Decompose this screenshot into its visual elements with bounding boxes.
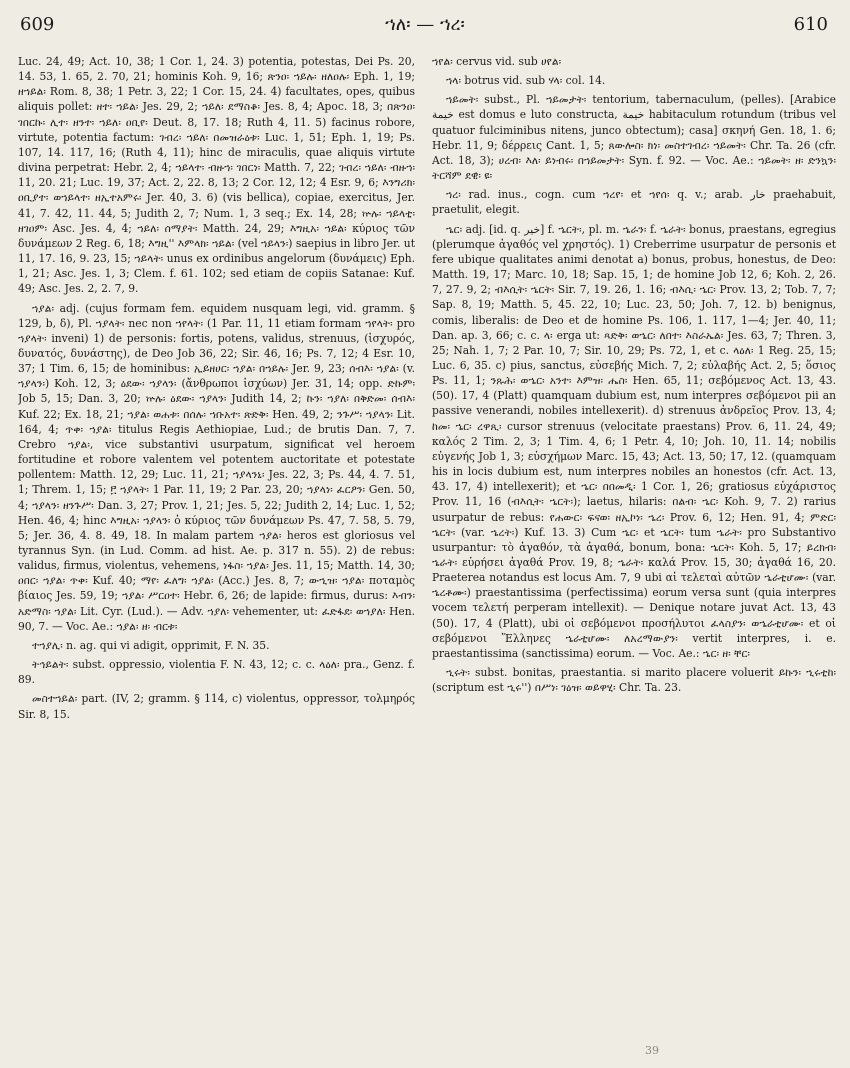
- entry-paragraph: ኀረ፡ rad. inus., cogn. cum ኀረየ፡ et ኀየሰ፡ q. v.; arab. خار praehabuit, praetulit, elegit.: [432, 188, 836, 217]
- right-page-number: 610: [793, 14, 828, 35]
- entry-paragraph: ኀይመት፡ subst., Pl. ኀይመታት፡ tentorium, tabernaculum, (pelles). [Arabice خيمة est domus e luto constructa, خيمة habitaculum rotundum (tribus vel quatuor fulciminibus nitens, junco obtectum); casa] σκηνή Gen. 18, 1. 6; Hebr. 11, 9; δέρρεις Cant. 1, 5; ጸውሎስ፡ ክነ፡ መስተገብረ፡ ኀይመት፡ Chr. Ta. 26 (cfr. Act. 18, 3); ሀረብ፡ እለ፡ ይነብሩ፡ በኀይመታት፡ Syn. f. 92. — Voc. Ae.: ኀይመት፡ ዘ፡ ድንኳን፡ ትርሻም ደዊ፡ ዩ፡: [432, 93, 836, 183]
- running-header: ኀለ፡ — ኀረ፡: [385, 14, 465, 35]
- entry-paragraph: ኄር፡ adj. [id. q. خير] f. ኄርት፡, pl. m. ኄራን፡ f. ኄራት፡ bonus, praestans, egregius (plerumque ἀγαθός vel χρηστός). 1) Creberrime usurpatur de personis et fere ubique qualitates animi denotat a) bonus, probus, honestus, de Deo: Matth. 19, 17; Marc. 10, 18; Sap. 15, 1; de homine Job 12, 6; Koh. 2, 26. 7, 27. 9, 2; ብእሲት፡ ኄርት፡ Sir. 7, 19. 26, 1. 16; ብእሲ፡ ኄር፡ Prov. 13, 2; Tob. 7, 7; Sap. 8, 19; Matth. 5, 45. 22, 10; Luc. 23, 50; Joh. 7, 12. b) benignus, comis, liberalis: de Deo et de homine Ps. 106, 1. 117, 1—4; Jer. 40, 11; Dan. ap. 3, 66; c. c. ላ፡ erga ut: ጻድቅ፡ ወኄር፡ ለበተ፡ እስራኤል፡ Jes. 63, 7; Thren. 3, 25; Nah. 1, 7; 2 Par. 10, 7; Sir. 10, 29; Ps. 72, 1, et c. ላዕለ፡ 1 Reg. 25, 15; Luc. 6, 35. c) pius, sanctus, εὐσεβής Mich. 7, 2; εὐλαβής Act. 2, 5; ὅσιος Ps. 11, 1; ንጹሕ፡ ወኄር፡ አንተ፡ እምዝ፡ ሔስ፡ Hen. 65, 11; σεβόμενος Act. 13, 43. (50). 17, 4 (Platt) quamquam dubium est, num interpres σεβόμενοι pii an passive venerandi, nobiles intellexerit). d) strenuus ἀνδρεῖος Prov. 13, 4; ከመ፡ ኄር፡ ረዋጺ፡ cursor strenuus (velocitate praestans) Prov. 6, 11. 24, 49; καλός 2 Tim. 2, 3; 1 Tim. 4, 6; 1 Petr. 4, 10; Joh. 10, 11. 14; nobilis εὐγενής Job 1, 3; εὐσχήμων Marc. 15, 43; Act. 13, 50; 17, 12. (quamquam his in locis dubium est, num interpres nobiles an honestos (cfr. Act. 13, 43. 17, 4) intellexerit); et ኄር፡ በበመዲ፡ 1 Cor. 1, 26; gratiosus εὐχάριστος Prov. 11, 16 (ብእሲት፡ ኄርት፡); laetus, hilaris: በልብ፡ ኄር፡ Koh. 9, 7. 2) rarius usurpatur de rebus: የሐውር፡ ፍናወ፡ ዘኢኮነ፡ ኄረ፡ Prov. 6, 12; Hen. 91, 4; ምድር፡ ኄርት፡ (var. ኄረት፡) Kuf. 13. 3) Cum ኄር፡ et ኄርት፡ tum ኄራት፡ pro Substantivo usurpantur: τὸ ἀγαθόν, τὰ ἀγαθά, bonum, bona: ኄርት፡ Koh. 5, 17; ይረክብ፡ ኄራት፡ εὑρήσει ἀγαθά Prov. 19, 8; ኄራት፡ καλά Prov. 15, 30; ἀγαθά 16, 20. Praeterea notandus est locus Am. 7, 9 ubi αἱ τελεταὶ αὐτῶν ኄራቲሆሙ፡ (var. ኄረቶሙ፡) praestantissima (perfectissima) eorum versa sunt (quia interpres vocem τελετή perperam intellexit). — Denique notare juvat Act. 13, 43 (50). 17, 4 (Platt), ubi οἱ σεβόμενοι προσήλυτοι ፈላስያን፡ ወኄራቲሆሙ፡ et οἱ σεβόμενοι Ἕλληνες ኄራቲሆሙ፡ ለአረማውያን፡ vertit interpres, i. e. praestantissima (sanctissima) eorum. — Voc. Ae.: ኄር፡ ዘ፡ ቸር፡: [432, 222, 836, 660]
- entry-paragraph: ኀያል፡ adj. (cujus formam fem. equidem nusquam legi, vid. gramm. § 129, b, δ), Pl. ኀያላት፡ nec non ኀየላት፡ (1 Par. 11, 11 etiam formam ኀየላት፡ pro ኀያላት፡ inveni) 1) de personis: fortis, potens, validus, strenuus, (ἰσχυρός, δυνατός, δυνάστης), de Deo Job 36, 22; Sir. 46, 16; Ps. 7, 12; 4 Esr. 10, 37; 1 Tim. 6, 15; de hominibus: ኢይዘሀር፡ ኀያል፡ በኀይሉ፡ Jer. 9, 23; ሰብእ፡ ኀያል፡ (v. ኀያላን፡) Koh. 12, 3; ዕደው፡ ኀያላን፡ (ἄνθρωποι ἰσχύων) Jer. 31, 14; opp. ድኩም፡ Job 5, 15; Dan. 3, 20; ኵሉ፡ ዕደው፡ ኀያላን፡ Judith 14, 2; ኩን፡ ኀያለ፡ በቅድመ፡ ሰብእ፡ Kuf. 22; Ex. 18, 21; ኀያል፡ ወሐቱ፡ በሰሉ፡ ኀቡአተ፡ ጽድቅ፡ Hen. 49, 2; ንጉሥ፡ ኀያላን፡ Lit. 164, 4; ጥቀ፡ ኀያል፡ titulus Regis Aethiopiae, Lud.; de brutis Dan. 7, 7. Crebro ኀያል፡, vice substantivi usurpatum, significat vel heroem fortitudine et robore valentem vel potentem auctoritate et potestate pollentem: Matth. 12, 29; Luc. 11, 21; ኀያላንኒ፡ Jes. 22, 3; Ps. 44, 4. 7. 51, 1; Threm. 1, 15; ፫ ኀያላት፡ 1 Par. 11, 19; 2 Par. 23, 20; ኀያላነ፡ ፈርዖን፡ Gen. 50, 4; ኀያላን፡ ዘንጉሥ፡ Dan. 3, 27; Prov. 1, 21; Jes. 5, 22; Judith 2, 14; Luc. 1, 52; Hen. 46, 4; hinc እግዚአ፡ ኀያላን፡ ὁ κύριος τῶν δυνάμεων Ps. 47, 7. 58, 5. 79, 5; Jer. 36, 4. 8. 49, 18. In malam partem ኀያል፡ heros est gloriosus vel tyrannus Syn. (in Lud. Comm. ad hist. Ae. p. 317 n. 55). 2) de rebus: validus, firmus, violentus, vehemens, ነፋስ፡ ኀያል፡ Jes. 11, 15; Matth. 14, 30; ዐበር፡ ኀያል፡ ጥቀ፡ Kuf. 40; ማየ፡ ፈለግ፡ ኀያል፡ (Acc.) Jes. 8, 7; ውኂዝ፡ ኀያል፡ ποταμὸς βίαιος Jes. 59, 19; ኀያል፡ ሥርዐተ፡ Hebr. 6, 26; de lapide: firmus, durus: እብን፡ አድማስ፡ ኀያል፡ Lit. Cyr. (Lud.). — Adv. ኀያለ፡ vehementer, ut: ፈድፋደ፡ ወኀያለ፡ Hen. 90, 7. — Voc. Ae.: ኀያል፡ ዘ፡ ብርቱ፡: [18, 301, 415, 633]
- right-column: [432, 54, 836, 1054]
- entry-paragraph: ትኅይልት፡ subst. oppressio, violentia F. N. 43, 12; c. c. ላዕለ፡ pra., Genz. f. 89.: [18, 658, 415, 687]
- entry-paragraph: ኀየል፡ cervus vid. sub ሀየል፡: [432, 55, 562, 68]
- footer-page-number: 39: [645, 1044, 659, 1057]
- entry-paragraph: ተኀያሊ፡ n. ag. qui vi adigit, opprimit, F. N. 35.: [32, 638, 270, 652]
- entry-paragraph: ኀላ፡ botrus vid. sub ሃላ፡ col. 14.: [446, 74, 606, 88]
- entry-paragraph: መስተኀይል፡ part. (IV, 2; gramm. § 114, c) violentus, oppressor, τολμηρός Sir. 8, 15.: [18, 692, 415, 721]
- left-page-number: 609: [20, 14, 55, 35]
- entry-paragraph: Luc. 24, 49; Act. 10, 38; 1 Cor. 1, 24. 3) potentia, potestas, Dei Ps. 20, 14. 53, 1. 65, 2. 70, 21; hominis Koh. 9, 16; ጽንዐ፡ ኀይሉ፡ ዘለዐሉ፡ Eph. 1, 19; ዘኀይል፡ Rom. 8, 38; 1 Petr. 3, 22; 1 Cor. 15, 24. 4) facultates, opes, quibus aliquis pollet: ዘተ፡ ኀይል፡ Jes. 29, 2; ኀይለ፡ ደማስቆ፡ Jes. 8, 4; Apoc. 18, 3; በጽንዐ፡ ገበርኩ፡ ሊተ፡ ዘንተ፡ ኀይለ፡ ዐቢየ፡ Deut. 8, 17. 18; Ruth 4, 11. 5) facinus robore, virtute, potentia factum: ገብረ፡ ኀይለ፡ በመዝራዕቱ፡ Luc. 1, 51; Eph. 1, 19; Ps. 107, 14. 117, 16; (Ruth 4, 11); hinc de miraculis, quae aliquis virtute divina perpetrat: Hebr. 2, 4; ኀይላተ፡ ብዙኀ፡ ገበርነ፡ Matth. 7, 22; ገብረ፡ ኀይለ፡ ብዙኀ፡ 11, 20. 21; Luc. 19, 37; Act. 2, 22. 8, 13; 2 Cor. 12, 12; 4 Esr. 9, 6; እንግሪክ፡ ዐቢያተ፡ ወኀይላተ፡ ዘኢተአምሩ፡ Jer. 40, 3. 6) (vis bellica), copiae, exercitus, Jer. 41, 7. 42, 11. 44, 5; Judith 2, 7; Num. 1, 3 seq.; Ex. 14, 28; ኵሉ፡ ኀይላቲ፡ ዘገዐም፡ Asc. Jes. 4, 4; ኀይለ፡ ሰማያት፡ Matth. 24, 29; እግዚአ፡ ኀይል፡ κύριος τῶν δυνάμεων 2 Reg. 6, 18; እግዚ'' እምላክ፡ ኀይል፡ (vel ኀይላን፡) saepius in libro Jer. ut 11, 17. 16, 9. 23, 15; ኀይላት፡ unus ex ordinibus angelorum (δυνάμεις) Eph. 1, 21; Asc. Jes. 1, 3; Clem. f. 61. 102; sed etiam de copiis Satanae: Kuf. 49; Asc. Jes. 2, 2. 7, 9.: [18, 55, 415, 296]
- entry-paragraph: ኂሩት፡ subst. bonitas, praestantia. si marito placere voluerit ይኩን፡ ኂሩቲከ፡ (scriptum est ኂሩ'') በሥነ፡ ገዕዝ፡ ወይዋሂ፡ Chr. Ta. 23.: [432, 666, 836, 695]
- left-column: [18, 54, 415, 1054]
